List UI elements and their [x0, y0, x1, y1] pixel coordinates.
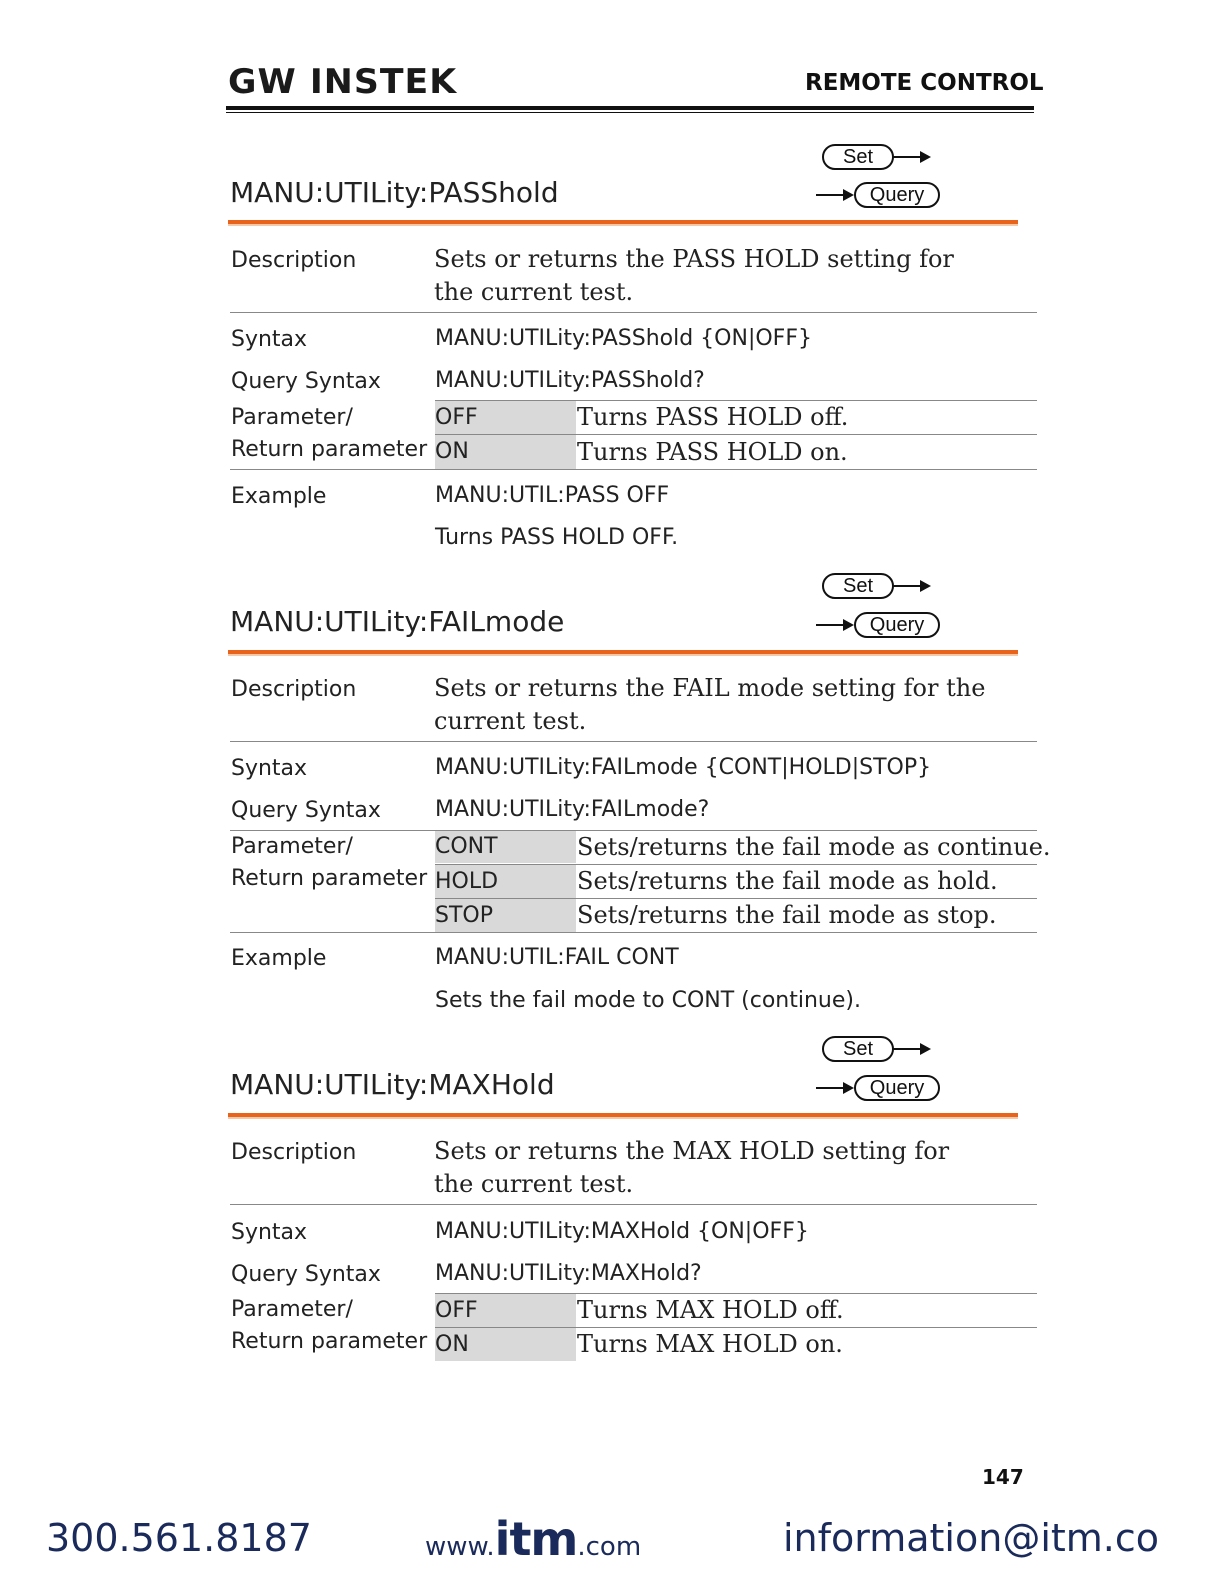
- param-desc: Turns PASS HOLD off.: [577, 403, 849, 431]
- query-badge: Query: [854, 1075, 940, 1101]
- set-badge: Set: [822, 573, 894, 599]
- set-badge: Set: [822, 144, 894, 170]
- parameter-label: Parameter/: [231, 834, 353, 859]
- param-desc: Turns MAX HOLD on.: [577, 1330, 843, 1358]
- description-text: Sets or returns the FAIL mode setting for the current test.: [434, 674, 986, 735]
- description-text: Sets or returns the PASS HOLD setting for the current test.: [434, 245, 954, 306]
- syntax-text: MANU:UTILity:PASShold {ON|OFF}: [435, 326, 812, 351]
- syntax-label: Syntax: [231, 1220, 308, 1245]
- example-label: Example: [231, 484, 327, 509]
- divider: [230, 469, 1037, 470]
- example-code: MANU:UTIL:PASS OFF: [435, 483, 670, 508]
- example-code: MANU:UTIL:FAIL CONT: [435, 945, 679, 970]
- param-name: OFF: [435, 401, 576, 434]
- command-title: MANU:UTILity:MAXHold: [230, 1068, 555, 1101]
- set-arrow-line: [892, 1048, 922, 1050]
- param-name: ON: [435, 1328, 576, 1361]
- title-underline-shadow: [228, 1117, 1018, 1119]
- divider: [230, 932, 1037, 933]
- set-badge: Set: [822, 1036, 894, 1062]
- example-desc: Sets the fail mode to CONT (continue).: [435, 988, 861, 1013]
- description-label: Description: [231, 248, 357, 273]
- param-name: STOP: [435, 899, 576, 932]
- description-text: Sets or returns the MAX HOLD setting for the current test.: [434, 1137, 950, 1198]
- itm-logo: itm: [494, 1512, 578, 1566]
- command-title: MANU:UTILity:FAILmode: [230, 605, 565, 638]
- example-label: Example: [231, 946, 327, 971]
- description-label: Description: [231, 677, 357, 702]
- query-syntax-text: MANU:UTILity:MAXHold?: [435, 1261, 702, 1286]
- query-arrow-icon: [843, 1082, 854, 1094]
- query-arrow-icon: [843, 189, 854, 201]
- query-arrow-line: [816, 1087, 846, 1089]
- query-arrow-line: [816, 624, 846, 626]
- syntax-text: MANU:UTILity:FAILmode {CONT|HOLD|STOP}: [435, 755, 932, 780]
- syntax-label: Syntax: [231, 327, 308, 352]
- return-parameter-label: Return parameter: [231, 1329, 428, 1354]
- param-desc: Sets/returns the fail mode as continue.: [577, 833, 1051, 861]
- title-underline-shadow: [228, 654, 1018, 656]
- set-arrow-icon: [920, 580, 931, 592]
- query-syntax-label: Query Syntax: [231, 1262, 381, 1287]
- query-syntax-label: Query Syntax: [231, 369, 381, 394]
- param-name: ON: [435, 435, 576, 469]
- section-title: REMOTE CONTROL: [805, 70, 1044, 96]
- divider: [230, 1204, 1037, 1205]
- page-number: 147: [982, 1465, 1024, 1489]
- set-arrow-line: [892, 585, 922, 587]
- query-arrow-icon: [843, 619, 854, 631]
- footer-website[interactable]: [425, 1512, 641, 1566]
- parameter-label: Parameter/: [231, 1297, 353, 1322]
- header-rule: [226, 106, 1034, 110]
- divider: [230, 312, 1037, 313]
- syntax-label: Syntax: [231, 756, 308, 781]
- footer-phone[interactable]: 300.561.8187: [46, 1516, 312, 1560]
- param-name: OFF: [435, 1294, 576, 1327]
- param-desc: Sets/returns the fail mode as stop.: [577, 901, 997, 929]
- set-arrow-icon: [920, 1043, 931, 1055]
- query-syntax-label: Query Syntax: [231, 798, 381, 823]
- query-syntax-text: MANU:UTILity:FAILmode?: [435, 797, 710, 822]
- param-name: CONT: [435, 831, 576, 863]
- site-prefix: www.: [425, 1532, 495, 1562]
- param-desc: Turns MAX HOLD off.: [577, 1296, 844, 1324]
- set-arrow-line: [892, 156, 922, 158]
- parameter-label: Parameter/: [231, 405, 353, 430]
- footer-email[interactable]: information@itm.co: [783, 1516, 1160, 1560]
- example-desc: Turns PASS HOLD OFF.: [435, 525, 679, 550]
- set-arrow-icon: [920, 151, 931, 163]
- param-desc: Sets/returns the fail mode as hold.: [577, 867, 998, 895]
- query-arrow-line: [816, 194, 846, 196]
- return-parameter-label: Return parameter: [231, 866, 428, 891]
- divider: [230, 741, 1037, 742]
- query-badge: Query: [854, 182, 940, 208]
- param-desc: Turns PASS HOLD on.: [577, 438, 848, 466]
- site-suffix: .com: [577, 1532, 642, 1562]
- param-name: HOLD: [435, 865, 576, 898]
- title-underline-shadow: [228, 224, 1018, 226]
- header-rule-thin: [226, 112, 1034, 113]
- query-syntax-text: MANU:UTILity:PASShold?: [435, 368, 705, 393]
- return-parameter-label: Return parameter: [231, 437, 428, 462]
- syntax-text: MANU:UTILity:MAXHold {ON|OFF}: [435, 1219, 809, 1244]
- command-title: MANU:UTILity:PASShold: [230, 176, 559, 209]
- description-label: Description: [231, 1140, 357, 1165]
- query-badge: Query: [854, 612, 940, 638]
- gw-instek-logo: GW INSTEK: [228, 62, 458, 102]
